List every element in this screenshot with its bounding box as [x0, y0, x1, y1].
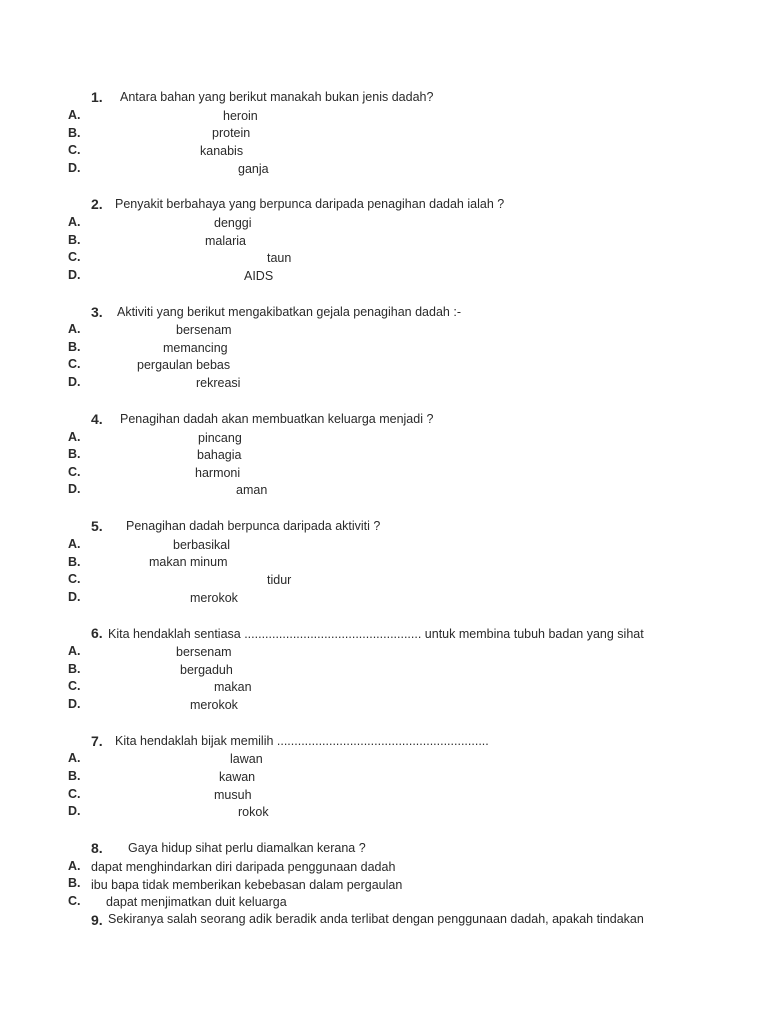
option-text: malaria	[205, 234, 246, 248]
option-letter: B.	[68, 233, 81, 247]
option-text: heroin	[223, 109, 258, 123]
option-letter: C.	[68, 572, 81, 586]
option-letter: C.	[68, 143, 81, 157]
option-letter: A.	[68, 859, 81, 873]
option-text: bersenam	[176, 645, 232, 659]
option-text: bergaduh	[180, 663, 233, 677]
option-text: musuh	[214, 788, 252, 802]
option-text: ibu bapa tidak memberikan kebebasan dalam pergaulan	[91, 878, 403, 892]
option-letter: D.	[68, 590, 81, 604]
option-letter: C.	[68, 465, 81, 479]
option-letter: A.	[68, 322, 81, 336]
option-letter: C.	[68, 357, 81, 371]
option-letter: C.	[68, 894, 81, 908]
option-text: memancing	[163, 341, 228, 355]
option-text: makan	[214, 680, 252, 694]
option-text: kanabis	[200, 144, 244, 158]
question-number: 5.	[91, 518, 103, 534]
question-number: 1.	[91, 89, 103, 105]
option-text: AIDS	[244, 269, 274, 283]
option-letter: D.	[68, 161, 81, 175]
option-text: rekreasi	[196, 376, 241, 390]
question-number: 3.	[91, 304, 103, 320]
option-letter: D.	[68, 482, 81, 496]
question-text: Penagihan dadah berpunca daripada aktiviti ?	[126, 519, 381, 533]
option-text: makan minum	[149, 555, 228, 569]
option-letter: B.	[68, 340, 81, 354]
option-letter: B.	[68, 555, 81, 569]
option-text: ganja	[238, 162, 269, 176]
option-letter: D.	[68, 804, 81, 818]
question-text: Kita hendaklah sentiasa ................................................... untuk membina tubuh badan yang sihat	[108, 627, 644, 641]
question-number: 8.	[91, 840, 103, 856]
option-letter: C.	[68, 679, 81, 693]
option-letter: B.	[68, 447, 81, 461]
option-letter: D.	[68, 697, 81, 711]
option-letter: A.	[68, 430, 81, 444]
option-text: harmoni	[195, 466, 241, 480]
option-text: denggi	[214, 216, 252, 230]
option-text: bersenam	[176, 323, 232, 337]
option-letter: B.	[68, 876, 81, 890]
question-text: Gaya hidup sihat perlu diamalkan kerana ?	[128, 841, 366, 855]
question-number: 6.	[91, 625, 103, 641]
option-text: dapat menjimatkan duit keluarga	[106, 895, 287, 909]
option-text: protein	[212, 126, 251, 140]
question-number: 7.	[91, 733, 103, 749]
option-text: kawan	[219, 770, 256, 784]
question-text: Penagihan dadah akan membuatkan keluarga menjadi ?	[120, 412, 434, 426]
option-letter: A.	[68, 108, 81, 122]
question-text: Penyakit berbahaya yang berpunca daripada penagihan dadah ialah ?	[115, 197, 505, 211]
option-letter: A.	[68, 537, 81, 551]
option-text: rokok	[238, 805, 269, 819]
option-text: merokok	[190, 591, 238, 605]
option-letter: C.	[68, 250, 81, 264]
question-number: 2.	[91, 196, 103, 212]
option-letter: D.	[68, 268, 81, 282]
option-letter: B.	[68, 126, 81, 140]
option-letter: B.	[68, 662, 81, 676]
option-letter: A.	[68, 644, 81, 658]
option-letter: C.	[68, 787, 81, 801]
option-letter: A.	[68, 215, 81, 229]
question-text: Kita hendaklah bijak memilih .............................................................	[115, 734, 489, 748]
question-text: Sekiranya salah seorang adik beradik anda terlibat dengan penggunaan dadah, apakah tindakan	[108, 912, 644, 926]
option-text: lawan	[230, 752, 263, 766]
option-letter: A.	[68, 751, 81, 765]
option-text: bahagia	[197, 448, 242, 462]
option-text: pincang	[198, 431, 242, 445]
option-letter: B.	[68, 769, 81, 783]
question-text: Antara bahan yang berikut manakah bukan jenis dadah?	[120, 90, 434, 104]
option-text: taun	[267, 251, 292, 265]
option-text: tidur	[267, 573, 292, 587]
option-text: berbasikal	[173, 538, 230, 552]
option-text: pergaulan bebas	[137, 358, 231, 372]
option-letter: D.	[68, 375, 81, 389]
option-text: aman	[236, 483, 268, 497]
option-text: merokok	[190, 698, 238, 712]
question-number: 4.	[91, 411, 103, 427]
option-text: dapat menghindarkan diri daripada penggunaan dadah	[91, 860, 396, 874]
question-number: 9.	[91, 912, 103, 928]
question-text: Aktiviti yang berikut mengakibatkan gejala penagihan dadah :-	[117, 305, 461, 319]
